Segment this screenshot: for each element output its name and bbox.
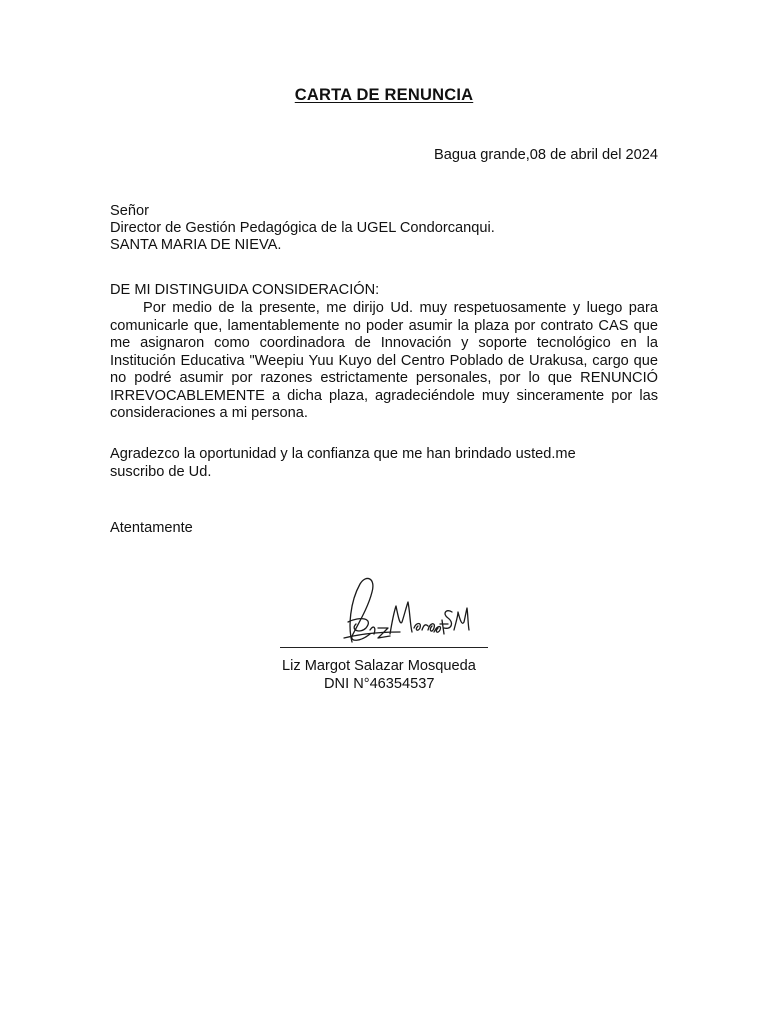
- recipient-position: Director de Gestión Pedagógica de la UGEL Condorcanqui.: [110, 220, 495, 236]
- signature-line: [280, 647, 488, 648]
- recipient-block: [110, 203, 495, 254]
- date-line: Bagua grande,08 de abril del 2024: [434, 147, 658, 163]
- recipient-salutation-title: Señor: [110, 203, 149, 219]
- body-paragraph-2: Agradezco la oportunidad y la confianza que me han brindado usted.me suscribo de Ud.: [110, 446, 576, 480]
- body-paragraph-1: Por medio de la presente, me dirijo Ud. muy respetuosamente y luego para comunicarle que, lamentablemente no poder asumir la plaza por contrato CAS que me asignaron como coordinadora de Innovación y soporte tecnológico en la Institución Educativa "Weepiu Yuu Kuyo del Centro Poblado de Urakusa, cargo que no podré asumir por razones estrictamente personales, por lo que RENUNCIÓ IRREVOCABLEMENTE a dicha plaza, agradeciéndole muy sinceramente por las consideraciones a mi persona.: [110, 300, 658, 421]
- signer-id: DNI N°46354537: [324, 676, 435, 692]
- signer-name: Liz Margot Salazar Mosqueda: [282, 658, 476, 674]
- recipient-location: SANTA MARIA DE NIEVA.: [110, 237, 282, 253]
- closing: Atentamente: [110, 520, 193, 536]
- letter-title: CARTA DE RENUNCIA: [294, 86, 474, 104]
- greeting: DE MI DISTINGUIDA CONSIDERACIÓN:: [110, 282, 380, 298]
- handwritten-signature: [330, 572, 470, 648]
